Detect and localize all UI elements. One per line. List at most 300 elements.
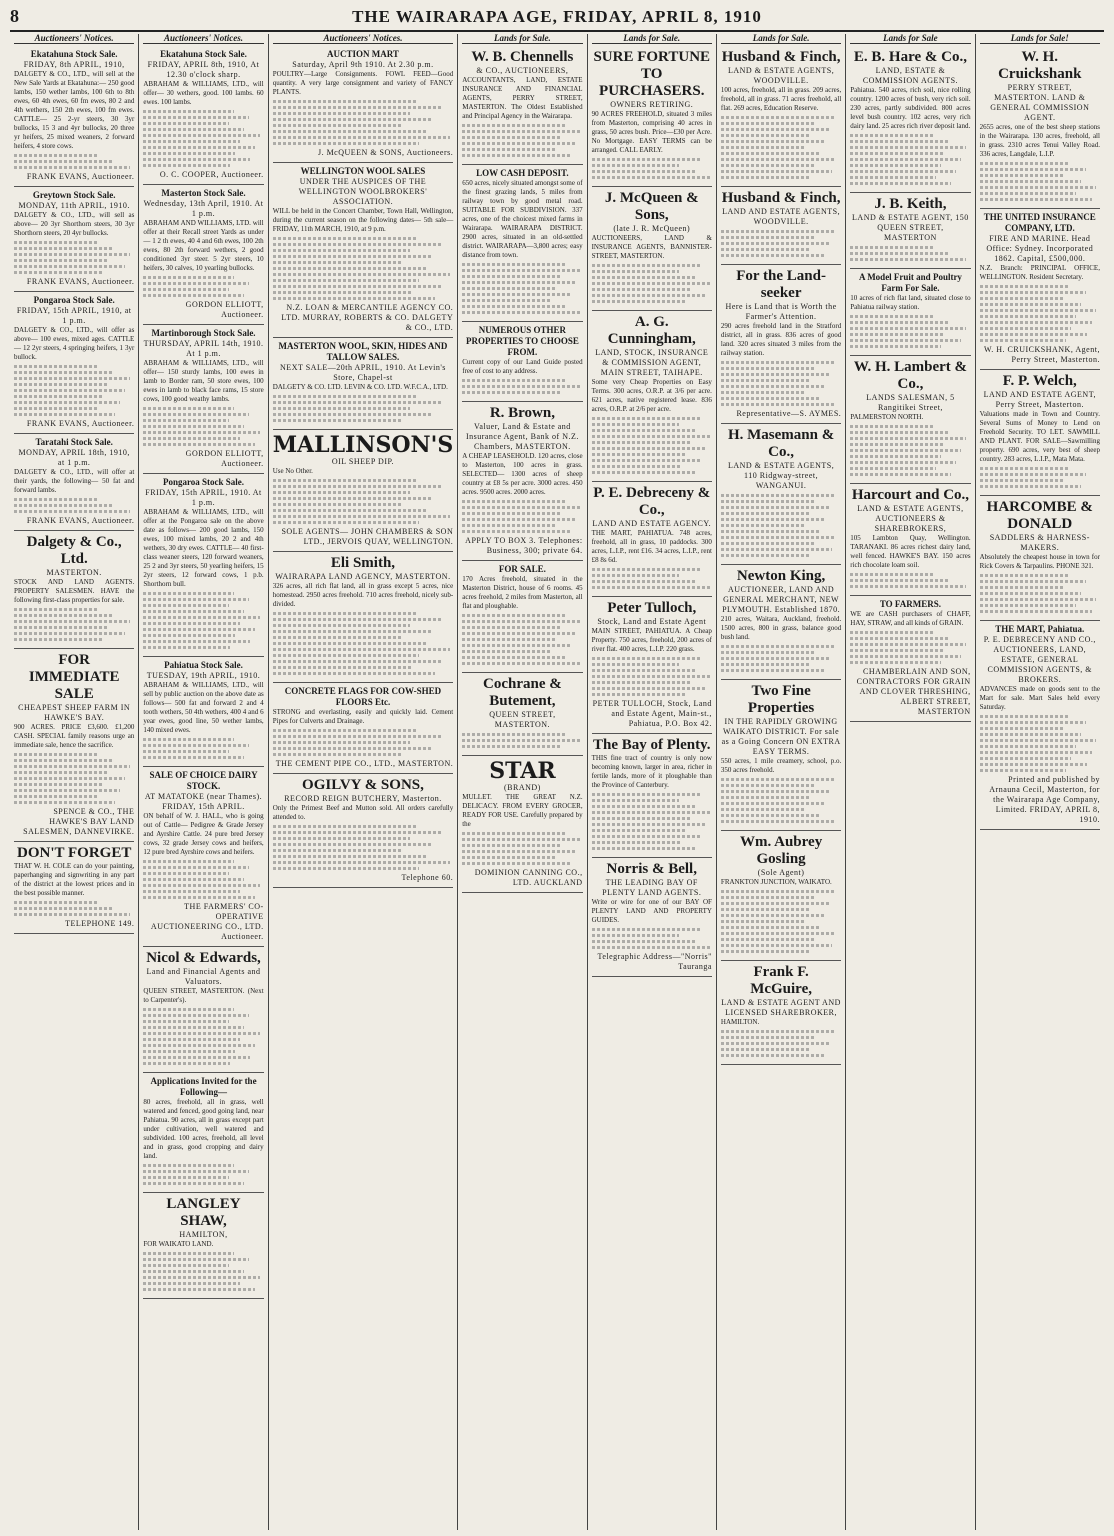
ad-signature: O. C. COOPER, Auctioneer.	[159, 170, 264, 179]
advertisement	[143, 947, 263, 1073]
ad-heading: THE UNITED INSURANCE COMPANY, LTD.	[983, 212, 1096, 233]
small-print-filler	[980, 715, 1100, 772]
ad-subheading: UNDER THE AUSPICES OF THE WELLINGTON WOOLBROKERS' ASSOCIATION.	[298, 177, 428, 206]
ad-body: 10 acres of rich flat land, situated close to Pahiatua railway station.	[850, 294, 971, 311]
small-print-filler	[721, 1030, 841, 1057]
ad-heading: Husband & Finch,	[721, 190, 841, 206]
ad-heading: MASTERTON WOOL, SKIN, HIDES AND TALLOW SALES.	[278, 341, 448, 362]
small-print-filler	[273, 825, 454, 870]
ad-heading: Pahiatua Stock Sale.	[164, 660, 243, 670]
ad-body: 2655 acres, one of the best sheep stations in the Wairarapa. 130 acres, freehold, all in grass. 2310 acres Tenui Valley Road. 336 acres, Langdale, L.I.P.	[979, 123, 1100, 158]
small-print-filler	[850, 573, 970, 588]
ad-body: DALGETY & CO., LTD., will sell at the New Sale Yards at Ekatahuna:— 250 good lambs, 150 wether lambs, 100 6th to 8th ewes, 60 4th ewes, 60 fm ewes, 80 2 and 4th wethers, 150 2th ewes, 100 fm ewes. CATTLE— 25 2-yr steers, 30 3yr bullocks, 15 3 and 4yr bullocks, 20 three yr heifers, 25 mixed weaners, 2 forward heifers, 4 store cows.	[14, 70, 135, 150]
advertisement	[14, 531, 134, 649]
ad-heading: Newton King,	[736, 568, 826, 584]
ad-signature: Representative—S. AYMES.	[736, 409, 842, 418]
advertisement	[462, 561, 582, 673]
ad-heading: Two Fine Properties	[747, 683, 815, 716]
ad-heading: J. McQueen & Sons,	[604, 190, 699, 223]
advertisement	[273, 46, 454, 163]
ad-signature: APPLY TO BOX 3. Telephones: Business, 300; private 64.	[465, 536, 583, 555]
small-print-filler	[721, 361, 841, 406]
ad-signature: SPENCE & CO., THE HAWKE'S BAY LAND SALESMEN, DANNEVIRKE.	[23, 807, 135, 836]
ad-body: 90 ACRES FREEHOLD, situated 3 miles from Masterton, comprising 40 acres in grass, 50 acres bush. Price—£30 per Acre. No Mortgage. EASY TERMS can be arranged. CALL EARLY.	[591, 110, 712, 154]
ad-subheading: SADDLERS & HARNESS-MAKERS.	[989, 533, 1090, 552]
ad-subheading: THE LEADING BAY OF PLENTY LAND AGENTS.	[602, 878, 702, 897]
advertisement	[850, 596, 970, 722]
ad-heading: Greytown Stock Sale.	[32, 190, 116, 200]
column-1	[10, 34, 139, 1530]
ad-body: Some very Cheap Properties on Easy Terms. 300 acres, O.R.P. at 3/6 per acre. 621 acres, native registered lease. 836 acres, O.R.P. at 2/6 per acre.	[591, 378, 712, 413]
ad-body: DALGETY & CO., LTD., will offer as above— 100 ewes, mixed ages. CATTLE— 12 2yr steers, 4 springing heifers, 1 3yr bullock.	[14, 326, 135, 361]
small-print-filler	[462, 379, 582, 394]
ad-body: QUEEN STREET, MASTERTON. (Next to Carpenter's).	[143, 987, 264, 1004]
ad-subheading: & CO., AUCTIONEERS,	[476, 66, 569, 75]
ad-body: ABRAHAM & WILLIAMS, LTD., will offer— 30 wethers, good. 100 lambs. 60 ewes. 100 lambs.	[143, 80, 264, 106]
column-header: Lands for Sale	[850, 34, 970, 44]
small-print-filler	[980, 285, 1100, 342]
ad-signature: FRANK EVANS, Auctioneer.	[26, 419, 135, 428]
ad-heading: The Bay of Plenty.	[592, 737, 711, 753]
advertisement	[850, 356, 970, 484]
ad-heading: Ekatahuna Stock Sale.	[30, 49, 118, 59]
ad-subheading: Here is Land that is Worth the Farmer's Attention.	[725, 302, 837, 321]
ad-body: 550 acres, 1 mile creamery, school, p.o. 350 acres freehold.	[720, 757, 842, 774]
small-print-filler	[592, 928, 712, 949]
ad-heading: Taratahi Stock Sale.	[35, 437, 113, 447]
small-print-filler	[592, 417, 712, 474]
small-print-filler	[592, 568, 712, 589]
ad-body: ON behalf of W. J. HALL, who is going out of Cattle— Pedigree & Grade Jersey and Ayrshire Cattle. 24 pure bred Jersey cows, 32 grade Jersey cows and heifers, 12 pure bred Ayrshire cows and heifers.	[143, 812, 264, 856]
ad-heading: P. E. Debreceny & Co.,	[593, 485, 711, 518]
ad-subheading: LAND, STOCK, INSURANCE & COMMISSION AGENT, MAIN STREET, TAIHAPE.	[595, 348, 709, 377]
ad-signature: SOLE AGENTS— JOHN CHAMBERS & SON LTD., JERVOIS QUAY, WELLINGTON.	[281, 527, 454, 546]
small-print-filler	[462, 500, 582, 533]
ad-subheading: P. E. DEBRECENY AND CO., AUCTIONEERS, LAND, ESTATE, GENERAL COMMISSION AGENTS, & BROKERS.	[983, 635, 1096, 684]
advertisement	[721, 565, 841, 680]
ad-body: DALGETY & CO. LTD. LEVIN & CO. LTD. W.F.C.A., LTD.	[272, 383, 448, 391]
small-print-filler	[143, 592, 263, 649]
ad-heading: CONCRETE FLAGS FOR COW-SHED FLOORS Etc.	[284, 686, 442, 707]
column-header: Lands for Sale.	[592, 34, 712, 44]
ad-body: N.Z. Branch: PRINCIPAL OFFICE, WELLINGTON. Resident Secretary.	[979, 264, 1100, 281]
small-print-filler	[143, 407, 263, 446]
ad-heading: Applications Invited for the Following—	[150, 1076, 257, 1097]
ad-heading: Pongaroa Stock Sale.	[33, 295, 115, 305]
advertisement	[721, 831, 841, 961]
advertisement	[850, 46, 970, 193]
advertisement	[592, 597, 712, 734]
ad-subheading: LAND & ESTATE AGENT AND LICENSED SHAREBROKER,	[721, 998, 841, 1017]
advertisement	[143, 1193, 263, 1299]
column-4	[458, 34, 587, 1530]
ad-body: POULTRY—Large Consignments. FOWL FEED—Good quantity. A very large consignment and variety of FANCY PLANTS.	[272, 70, 454, 96]
small-print-filler	[273, 395, 454, 422]
ad-body: ABRAHAM & WILLIAMS, LTD., will offer at the Pongaroa sale on the above date as follows— 200 good lambs, 150 ewes, 100 mixed lambs, 20 2 and 4th wethers, 30 dry ewes. CATTLE— 40 first-class weaner steers, 120 forward weaners, 25 2 and 3yr steers, 50 yearling heifers, 15 2yr steers, 12 forward cows, 1 p.b. Shorthorn bull.	[143, 508, 264, 588]
ad-subheading: (late J. R. McQueen)	[613, 224, 691, 233]
ad-subheading: THURSDAY, APRIL 14th, 1910. At 1 p.m.	[143, 339, 264, 358]
advertisement	[462, 673, 582, 756]
ad-body: STOCK AND LAND AGENTS. PROPERTY SALESMEN. HAVE the following first-class properties for sale.	[14, 578, 135, 604]
column-3	[269, 34, 459, 1530]
ad-body: PALMERSTON NORTH.	[850, 413, 924, 421]
ad-body: DALGETY & CO., LTD., will offer at their yards, the following— 50 fat and forward lambs.	[14, 468, 135, 494]
ad-subheading: MASTERTON.	[46, 568, 102, 577]
small-print-filler	[14, 753, 134, 804]
small-print-filler	[721, 890, 841, 953]
ad-heading: W. B. Chennells	[471, 49, 574, 65]
small-print-filler	[14, 241, 134, 274]
small-print-filler	[143, 1252, 263, 1291]
ad-subheading: IN THE RAPIDLY GROWING WAIKATO DISTRICT. For sale as a Going Concern ON EXTRA EASY TERMS.	[721, 717, 841, 756]
advertisement	[143, 1073, 263, 1193]
ad-body: Use No Other.	[272, 467, 313, 475]
ad-subheading: LAND, ESTATE & COMMISSION AGENTS.	[862, 66, 959, 85]
column-8	[976, 34, 1104, 1530]
ad-heading: W. H. Lambert & Co.,	[853, 359, 968, 392]
advertisement	[721, 680, 841, 831]
advertisement	[143, 474, 263, 657]
ad-signature: Telephone 60.	[401, 873, 454, 882]
ad-body: DALGETY & CO., LTD., will sell as above— 20 3yr Shorthorn steers, 30 3yr Shorthorn steers, 20 4yr bullocks.	[14, 211, 135, 237]
advertisement	[273, 163, 454, 338]
ad-subheading: LAND AND ESTATE AGENT, Perry Street, Masterton.	[983, 390, 1096, 409]
ad-heading: THE MART, Pahiatua.	[995, 624, 1085, 634]
ad-subheading: FRIDAY, 15th APRIL, 1910. At 1 p.m.	[145, 488, 262, 507]
ad-body: 105 Lambton Quay, Wellington. TARANAKI. 86 acres richest dairy land, well fenced. HAWKE'S BAY. 150 acres rich chocolate loam soil.	[850, 534, 971, 569]
advertisement	[462, 756, 582, 893]
ad-body: Pahiatua. 540 acres, rich soil, nice rolling country. 1200 acres of bush, very rich soil. 230 acres, partly subdivided. 800 acres level bush country. 102 acres, very rich dairy land. 25 acres rich river deposit land.	[850, 86, 971, 130]
small-print-filler	[721, 116, 841, 179]
ad-subheading: LAND & ESTATE AGENTS, AUCTIONEERS & SHAREBROKERS,	[857, 504, 964, 533]
advertisement	[14, 649, 134, 842]
ad-heading: FOR SALE.	[498, 564, 546, 574]
advertisement	[721, 424, 841, 565]
small-print-filler	[592, 158, 712, 179]
ad-subheading: NEXT SALE—20th APRIL, 1910. At Levin's Store, Chapel-st	[280, 363, 446, 382]
small-print-filler	[721, 645, 841, 672]
advertisement	[462, 402, 582, 561]
advertisement	[980, 46, 1100, 209]
ad-subheading: LAND & ESTATE AGENTS, 110 Ridgway-street, WANGANUI.	[727, 461, 835, 490]
ad-body: THAT W. H. COLE can do your painting, paperhanging and signwriting in any part of the district at the lowest prices and in the best possible manner.	[14, 862, 135, 897]
ad-body: WILL be held in the Concert Chamber, Town Hall, Wellington, during the current season on the following dates— 5th sale—FRIDAY, 11th MARCH, 1910, at 9 p.m.	[272, 207, 454, 233]
ad-subheading: Stock, Land and Estate Agent	[597, 617, 707, 626]
advertisement	[273, 430, 454, 552]
ad-body: 170 Acres freehold, situated in the Masterton District, house of 6 rooms. 45 acres freehold, 2 miles from Masterton, all flat and ploughable.	[462, 575, 583, 610]
advertisement	[592, 311, 712, 482]
small-print-filler	[273, 729, 454, 756]
ad-body: Absolutely the cheapest house in town for Rick Covers & Tarpaulins. PHONE 321.	[979, 553, 1100, 570]
ad-signature: THE FARMERS' CO-OPERATIVE AUCTIONEERING CO., LTD. Auctioneer.	[150, 902, 264, 941]
ad-signature: GORDON ELLIOTT, Auctioneer.	[185, 449, 264, 468]
ad-subheading: Valuer, Land & Estate and Insurance Agent, Bank of N.Z. Chambers, MASTERTON.	[465, 422, 579, 451]
ad-body: Only the Primest Beef and Mutton sold. All orders carefully attended to.	[272, 804, 454, 821]
ad-heading: Ekatahuna Stock Sale.	[160, 49, 247, 59]
small-print-filler	[273, 479, 454, 524]
ad-signature: PETER TULLOCH, Stock, Land and Estate Agent, Main-st., Pahiatua, P.O. Box 42.	[592, 699, 712, 728]
small-print-filler	[592, 264, 712, 303]
ad-heading: Peter Tulloch,	[607, 600, 697, 616]
ad-heading: LANGLEY SHAW,	[166, 1196, 241, 1229]
ad-heading: A Model Fruit and Poultry Farm For Sale.	[858, 272, 962, 293]
ad-signature: GORDON ELLIOTT, Auctioneer.	[185, 300, 264, 319]
ad-heading: Martinborough Stock Sale.	[151, 328, 256, 338]
ad-subheading: CHEAPEST SHEEP FARM IN HAWKE'S BAY.	[18, 703, 131, 722]
ad-signature: THE CEMENT PIPE CO., LTD., MASTERTON.	[275, 759, 454, 768]
ad-heading: W. H. Cruickshank	[998, 49, 1082, 82]
ad-heading: Husband & Finch,	[721, 49, 841, 65]
ad-subheading: QUEEN STREET, MASTERTON.	[489, 710, 556, 729]
ad-body: 80 acres, freehold, all in grass, well watered and fenced, good going land, near Pahiatua. 90 acres, all in grass except part under cultivation, well watered and subdivided. 100 acres, freehold, all level and in grass, good cropping and dairy land.	[143, 1098, 264, 1160]
ad-body: WE are CASH purchasers of CHAFF, HAY, STRAW, and all kinds of GRAIN.	[850, 610, 971, 627]
ad-body: 100 acres, freehold, all in grass. 209 acres, freehold, all in grass. 71 acres freehold, all flat. 269 acres, Education Reserve.	[720, 86, 842, 112]
advertisement	[462, 322, 582, 402]
ad-heading: WELLINGTON WOOL SALES	[300, 166, 426, 176]
ad-subheading: TUESDAY, 19th APRIL, 1910.	[146, 671, 261, 680]
advertisement	[143, 185, 263, 325]
column-header: Lands for Sale.	[721, 34, 841, 44]
advertisement	[721, 46, 841, 187]
ad-body: MAIN STREET, PAHIATUA. A Cheap Property. 750 acres, freehold, 200 acres of river flat. 400 acres, L.I.P. 220 grass.	[591, 627, 712, 653]
ad-signature: DOMINION CANNING CO., LTD. AUCKLAND	[474, 868, 583, 887]
ad-heading: FOR IMMEDIATE SALE	[28, 652, 120, 702]
ad-body: FRANKTON JUNCTION, WAIKATO.	[720, 878, 832, 886]
ad-subheading: Wednesday, 13th April, 1910. At 1 p.m.	[143, 199, 264, 218]
ad-body: ACCOUNTANTS, LAND, ESTATE INSURANCE AND FINANCIAL AGENTS, PERRY STREET, MASTERTON. The Oldest Established and Principal Agency in the Wairarapa.	[462, 76, 583, 120]
small-print-filler	[850, 246, 970, 261]
ad-heading: SURE FORTUNE TO PURCHASERS.	[593, 49, 711, 99]
small-print-filler	[462, 124, 582, 157]
ad-subheading: FIRE AND MARINE. Head Office: Sydney. Incorporated 1862. Capital, £500,000.	[986, 234, 1094, 263]
ad-subheading: Saturday, April 9th 1910. At 2.30 p.m.	[292, 60, 434, 69]
ad-heading: NUMEROUS OTHER PROPERTIES TO CHOOSE FROM.	[465, 325, 579, 357]
ad-heading: HARCOMBE & DONALD	[986, 499, 1093, 532]
ad-body: STRONG and everlasting, easily and quickly laid. Cement Pipes for Culverts and Drainage.	[272, 708, 454, 725]
ad-body: THE MART, PAHIATUA. 748 acres, freehold, all in grass, 10 paddocks. 300 acres, L.I.P., rent £16. 34 acres, L.I.P., rent £8 8s 6d.	[591, 529, 712, 564]
ad-heading: LOW CASH DEPOSIT.	[476, 168, 569, 178]
small-print-filler	[462, 263, 582, 314]
ad-heading: AUCTION MART	[326, 49, 399, 59]
ad-subheading: LAND & ESTATE AGENTS, WOODVILLE.	[727, 66, 835, 85]
ad-signature: N.Z. LOAN & MERCANTILE AGENCY CO. LTD. MURRAY, ROBERTS & CO. DALGETY & CO., LTD.	[281, 303, 454, 332]
ad-body: ABRAHAM & WILLIAMS, LTD., will offer— 150 sturdy lambs, 100 ewes in lamb to Border ram, 50 store ewes, 100 ewes in lamb to black face rams, 15 store cows, 100 good weathy lambs.	[143, 359, 264, 403]
advertisement	[850, 193, 970, 269]
small-print-filler	[850, 315, 970, 348]
ad-heading: J. B. Keith,	[874, 196, 947, 212]
advertisement	[462, 165, 582, 322]
ad-body: AUCTIONEERS, LAND & INSURANCE AGENTS, BANNISTER-STREET, MASTERTON.	[591, 234, 712, 260]
ad-signature: FRANK EVANS, Auctioneer.	[26, 277, 135, 286]
ad-signature: TELEPHONE 149.	[65, 919, 135, 928]
advertisement	[14, 292, 134, 434]
column-header: Auctioneers' Notices.	[143, 34, 263, 44]
advertisement	[980, 209, 1100, 370]
small-print-filler	[850, 425, 970, 476]
column-6	[717, 34, 846, 1530]
advertisement	[143, 46, 263, 185]
small-print-filler	[143, 860, 263, 899]
small-print-filler	[592, 657, 712, 696]
small-print-filler	[143, 110, 263, 167]
ad-subheading: MONDAY, APRIL 18th, 1910, at 1 p.m.	[18, 448, 130, 467]
ad-subheading: WAIRARAPA LAND AGENCY, MASTERTON.	[275, 572, 451, 581]
ad-subheading: (Sole Agent)	[757, 868, 805, 877]
ad-signature: Telegraphic Address—"Norris" Tauranga	[597, 952, 712, 971]
ad-body: ADVANCES made on goods sent to the Mart for sale. Mart Sales held every Saturday.	[979, 685, 1100, 711]
ad-subheading: OIL SHEEP DIP.	[331, 457, 395, 466]
ad-body: 290 acres freehold land in the Stratford district, all in grass. 836 acres of good land. 320 acres situated 3 miles from the railway station.	[720, 322, 842, 357]
ad-body: 900 ACRES. PRICE £3,600. £1,200 CASH. SPECIAL family reasons urge an immediate sale, hence the sacrifice.	[14, 723, 135, 749]
newspaper-title: THE WAIRARAPA AGE, FRIDAY, APRIL 8, 1910	[352, 7, 762, 26]
ad-heading: Masterton Stock Sale.	[161, 188, 246, 198]
ad-body: Current copy of our Land Guide posted free of cost to any address.	[462, 358, 583, 375]
ad-body: ABRAHAM AND WILLIAMS, LTD. will offer at their Recall street Yards as under— 1 2 th ewes, 40 4 and 6th ewes, 100 2th ewes, 80 2th forward wethers, 2 good conditioned 3yr steer. 5 2yr steers, 10 heifers, 30 calves, 10 yearling bullocks.	[143, 219, 264, 272]
advertisement	[14, 46, 134, 187]
small-print-filler	[980, 467, 1100, 488]
advertisement	[273, 552, 454, 683]
small-print-filler	[721, 230, 841, 257]
ad-heading: DON'T FORGET	[17, 845, 132, 861]
ad-heading: H. Masemann & Co.,	[727, 427, 835, 460]
ad-heading: R. Brown,	[489, 405, 555, 421]
advertisement	[273, 683, 454, 774]
ad-heading: For the Land-seeker	[736, 268, 826, 301]
small-print-filler	[721, 778, 841, 823]
ad-heading: MALLINSON'S	[272, 432, 454, 458]
column-header: Auctioneers' Notices.	[273, 34, 454, 44]
small-print-filler	[850, 631, 970, 664]
small-print-filler	[14, 498, 134, 513]
ad-subheading: LAND & ESTATE AGENT, 150 QUEEN STREET, MASTERTON	[852, 213, 969, 242]
small-print-filler	[14, 901, 134, 916]
column-header: Lands for Sale.	[462, 34, 582, 44]
ad-subheading: FRIDAY, 15th APRIL, 1910, at 1 p.m.	[16, 306, 132, 325]
advertisement	[273, 338, 454, 430]
ad-subheading: HAMILTON,	[179, 1230, 228, 1239]
advertisement	[592, 482, 712, 597]
advertisement	[592, 858, 712, 977]
ad-signature: Printed and published by Arnauna Cecil, Masterton, for the Wairarapa Age Company, Limited. FRIDAY, APRIL 8, 1910.	[989, 775, 1100, 824]
small-print-filler	[143, 1164, 263, 1185]
ad-signature: W. H. CRUICKSHANK, Agent, Perry Street, Masterton.	[983, 345, 1100, 364]
advertisement	[592, 187, 712, 311]
ad-subheading: LANDS SALESMAN, 5 Rangitikei Street,	[866, 393, 955, 412]
advertisement	[14, 842, 134, 934]
ad-subheading: AUCTIONEER, LAND AND GENERAL MERCHANT, NEW PLYMOUTH. Established 1870.	[722, 585, 841, 614]
advertisement	[850, 484, 970, 596]
small-print-filler	[14, 365, 134, 416]
small-print-filler	[143, 738, 263, 759]
small-print-filler	[980, 162, 1100, 201]
ad-heading: E. B. Hare & Co.,	[853, 49, 967, 65]
advertisement	[721, 961, 841, 1065]
ad-heading: Harcourt and Co.,	[851, 487, 970, 503]
small-print-filler	[721, 494, 841, 557]
small-print-filler	[462, 614, 582, 665]
advertisement	[592, 734, 712, 858]
small-print-filler	[462, 832, 582, 865]
advertisement	[143, 767, 263, 947]
ad-signature: FRANK EVANS, Auctioneer.	[26, 172, 135, 181]
ad-subheading: OWNERS RETIRING.	[610, 100, 694, 109]
advertisement	[850, 269, 970, 356]
advertisement	[143, 657, 263, 767]
small-print-filler	[14, 608, 134, 641]
ad-body: MULLET. THE GREAT N.Z. DELICACY. FROM EVERY GROCER, READY FOR USE. Carefully prepared by the	[462, 793, 583, 828]
ad-subheading: FRIDAY, 8th APRIL, 1910,	[23, 60, 125, 69]
column-header: Auctioneers' Notices.	[14, 34, 134, 44]
ad-body: THIS fine tract of country is only now becoming known, larger in area, richer in fertile lands, more of it ploughable than the Province of Canterbury.	[591, 754, 712, 789]
ad-heading: Eli Smith,	[330, 555, 396, 571]
advertisement	[980, 370, 1100, 496]
ad-body: A CHEAP LEASEHOLD. 120 acres, close to Masterton, 100 acres in grass. SELECTED— 1300 acres of sheep country at £8 5s per acre. 3000 acres. 450 acres. 9500 acres. 2000 acres.	[462, 452, 583, 496]
ad-heading: Dalgety & Co., Ltd.	[26, 534, 122, 567]
advertisement	[273, 774, 454, 888]
ad-subheading: FRIDAY, APRIL 8th, 1910, At 12.30 o'clock sharp.	[147, 60, 260, 79]
ad-heading: F. P. Welch,	[1002, 373, 1077, 389]
advertisement	[980, 496, 1100, 621]
ad-subheading: MONDAY, 11th APRIL, 1910.	[18, 201, 130, 210]
column-2	[139, 34, 268, 1530]
ad-body: Valuations made in Town and Country. Several Sums of Money to Lend on Freehold Security. TO LET. SAWMILL AND PLANT. FOR SALE—Sawmilling property. 690 acres, very best of sheep country. 283 acres, L.I.P., Mata Mata.	[979, 410, 1100, 463]
advertisement	[980, 621, 1100, 830]
columns-container	[10, 34, 1104, 1530]
ad-subheading: Land and Financial Agents and Valuators.	[146, 967, 261, 986]
column-7	[846, 34, 975, 1530]
ad-heading: Nicol & Edwards,	[146, 950, 261, 966]
small-print-filler	[273, 612, 454, 675]
ad-subheading: LAND AND ESTATE AGENTS, WOODVILLE.	[722, 207, 841, 226]
small-print-filler	[143, 276, 263, 297]
ad-body: 650 acres, nicely situated amongst some of the finest grazing lands, 5 miles from railway town by good metal road. SUITABLE FOR SUBDIVISION. 337 acres, one of the choicest mixed farms in Wairarapa. WAIRARAPA DISTRICT. 2900 acres, situated in an old-settled district. WAIRARAPA—3,800 acres; easy distance from town.	[462, 179, 583, 259]
ad-body: Write or wire for one of our BAY OF PLENTY LAND AND PROPERTY GUIDES.	[591, 898, 712, 924]
ad-signature: J. McQUEEN & SONS, Auctioneers.	[317, 148, 454, 157]
advertisement	[14, 187, 134, 292]
advertisement	[462, 46, 582, 165]
advertisement	[592, 46, 712, 187]
ad-signature: CHAMBERLAIN AND SON, CONTRACTORS FOR GRAIN AND CLOVER THRESHING, ALBERT STREET, MASTERTON	[856, 667, 971, 716]
advertisement	[143, 325, 263, 474]
ad-heading: OGILVY & SONS,	[302, 777, 424, 793]
small-print-filler	[462, 733, 582, 748]
ad-subheading: RECORD REIGN BUTCHERY, Masterton.	[284, 794, 442, 803]
small-print-filler	[143, 1008, 263, 1065]
ad-subheading: (BRAND)	[503, 783, 541, 792]
advertisement	[721, 187, 841, 265]
advertisement	[721, 265, 841, 424]
small-print-filler	[273, 237, 454, 300]
ad-body: ABRAHAM & WILLIAMS, LTD., will sell by public auction on the above date as follows— 500 fat and forward 2 and 4 tooth wethers, 50 4th wethers, 400 4 and 6 year ewes, good line, 50 wether lambs, 140 mixed ewes.	[143, 681, 264, 734]
advertisement	[14, 434, 134, 531]
small-print-filler	[14, 154, 134, 169]
ad-subheading: LAND AND ESTATE AGENCY.	[592, 519, 712, 528]
small-print-filler	[980, 574, 1100, 613]
ad-heading: STAR	[489, 758, 556, 784]
ad-heading: Norris & Bell,	[606, 861, 697, 877]
column-5	[588, 34, 717, 1530]
ad-heading: A. G. Cunningham,	[607, 314, 696, 347]
ad-heading: Frank F. McGuire,	[750, 964, 812, 997]
ad-heading: Pongaroa Stock Sale.	[162, 477, 245, 487]
ad-heading: Wm. Aubrey Gosling	[739, 834, 823, 867]
ad-body: 326 acres, all rich flat land, all in grass except 5 acres, nice homestead. 2950 acres freehold. 710 acres freehold, nicely sub-divided.	[272, 582, 454, 608]
ad-heading: Cochrane & Butement,	[483, 676, 562, 709]
small-print-filler	[850, 134, 970, 185]
small-print-filler	[273, 100, 454, 145]
ad-heading: TO FARMERS.	[879, 599, 942, 609]
ad-body: HAMILTON.	[720, 1018, 760, 1026]
